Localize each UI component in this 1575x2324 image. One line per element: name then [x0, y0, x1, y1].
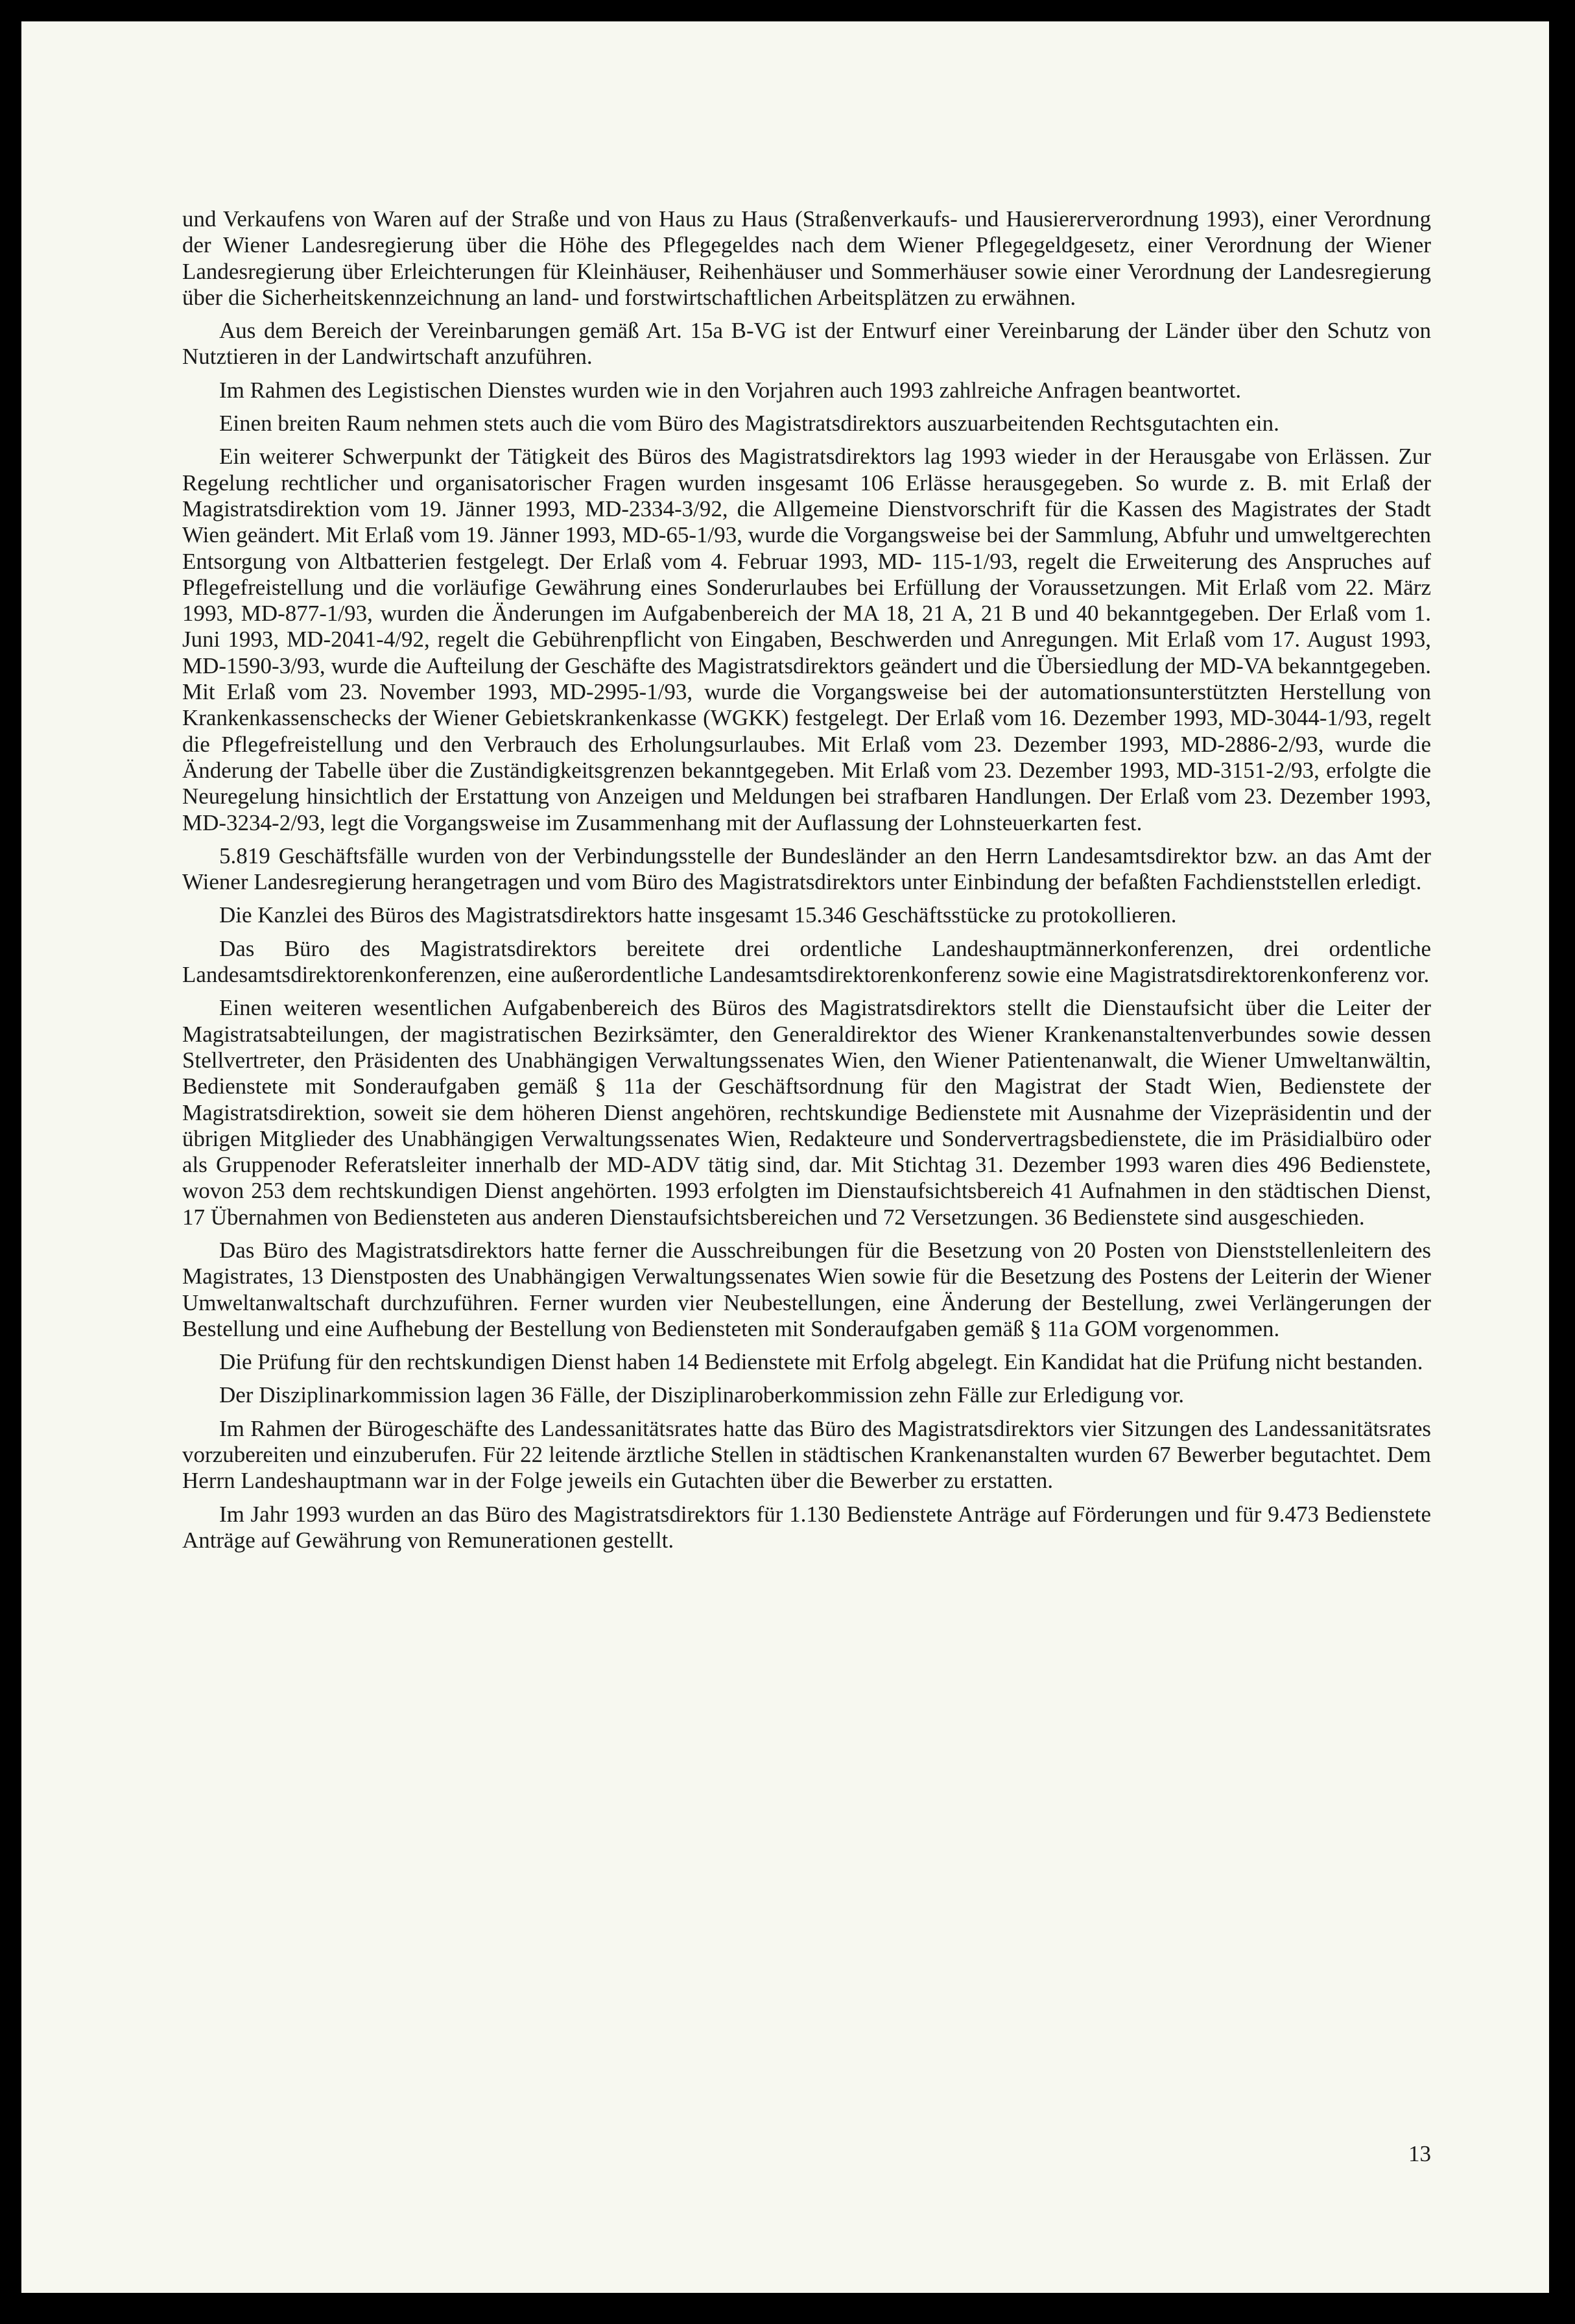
- page-number: 13: [1408, 2141, 1431, 2166]
- paragraph-9: Einen weiteren wesentlichen Aufgabenbereich des Büros des Magistratsdirektors stellt die Dienstaufsicht über die Leiter der Magistratsabteilungen, der magistratischen Bezirksämter, den Generaldirektor des Wiener Krankenanstaltenverbundes sowie dessen Stellvertreter, den Präsidenten des Unabhängigen Verwaltungssenates Wien, den Wiener Patientenanwalt, die Wiener Umweltanwältin, Bedienstete mit Sonderaufgaben gemäß § 11a der Geschäftsordnung für den Magistrat der Stadt Wien, Bedienstete der Magistratsdirektion, soweit sie dem höheren Dienst angehören, rechtskundige Bedienstete mit Ausnahme der Vizepräsidentin und der übrigen Mitglieder des Unabhängigen Verwaltungssenates Wien, Redakteure und Sondervertragsbedienstete, die im Präsidialbüro oder als Gruppenoder Referatsleiter innerhalb der MD-ADV tätig sind, dar. Mit Stichtag 31. Dezember 1993 waren dies 496 Bedienstete, wovon 253 dem rechtskundigen Dienst angehörten. 1993 erfolgten im Dienstaufsichtsbereich 41 Aufnahmen in den städtischen Dienst, 17 Übernahmen von Bediensteten aus anderen Dienstaufsichtsbereichen und 72 Versetzungen. 36 Bedienstete sind ausgeschieden.: [182, 995, 1431, 1230]
- paragraph-4: Einen breiten Raum nehmen stets auch die vom Büro des Magistratsdirektors auszuarbeitenden Rechtsgutachten ein.: [219, 411, 1279, 437]
- paragraph-7: Die Kanzlei des Büros des Magistratsdirektors hatte insgesamt 15.346 Geschäftsstücke zu protokollieren.: [219, 902, 1177, 928]
- paragraph-8: Das Büro des Magistratsdirektors bereitete drei ordentliche Landeshauptmännerkonferenzen, drei ordentliche Landesamtsdirektorenkonferenzen, eine außerordentliche Landesamtsdirektorenkonferenz sowie eine Magistratsdirektorenkonferenz vor.: [182, 935, 1431, 988]
- paragraph-13: Im Rahmen der Bürogeschäfte des Landessanitätsrates hatte das Büro des Magistratsdirektors vier Sitzungen des Landessanitätsrates vorzubereiten und einzuberufen. Für 22 leitende ärztliche Stellen in städtischen Krankenanstalten wurden 67 Bewerber begutachtet. Dem Herrn Landeshauptmann war in der Folge jeweils ein Gutachten über die Bewerber zu erstatten.: [182, 1415, 1431, 1494]
- body-text: [182, 206, 1431, 1561]
- paragraph-5: Ein weiterer Schwerpunkt der Tätigkeit des Büros des Magistratsdirektors lag 1993 wieder in der Herausgabe von Erlässen. Zur Regelung rechtlicher und organisatorischer Fragen wurden insgesamt 106 Erlässe herausgegeben. So wurde z. B. mit Erlaß der Magistratsdirektion vom 19. Jänner 1993, MD-2334-3/92, die Allgemeine Dienstvorschrift für die Kassen des Magistrates der Stadt Wien geändert. Mit Erlaß vom 19. Jänner 1993, MD-65-1/93, wurde die Vorgangsweise bei der Sammlung, Abfuhr und umweltgerechten Entsorgung von Altbatterien festgelegt. Der Erlaß vom 4. Februar 1993, MD- 115-1/93, regelt die Erweiterung des Anspruches auf Pflegefreistellung und die vorläufige Gewährung eines Sonderurlaubes bei Erfüllung der Voraussetzungen. Mit Erlaß vom 22. März 1993, MD-877-1/93, wurden die Änderungen im Aufgabenbereich der MA 18, 21 A, 21 B und 40 bekanntgegeben. Der Erlaß vom 1. Juni 1993, MD-2041-4/92, regelt die Gebührenpflicht von Eingaben, Beschwerden und Anregungen. Mit Erlaß vom 17. August 1993, MD-1590-3/93, wurde die Aufteilung der Geschäfte des Magistratsdirektors geändert und die Übersiedlung der MD-VA bekanntgegeben. Mit Erlaß vom 23. November 1993, MD-2995-1/93, wurde die Vorgangsweise bei der automationsunterstützten Herstellung von Krankenkassenschecks der Wiener Gebietskrankenkasse (WGKK) festgelegt. Der Erlaß vom 16. Dezember 1993, MD-3044-1/93, regelt die Pflegefreistellung und den Verbrauch des Erholungsurlaubes. Mit Erlaß vom 23. Dezember 1993, MD-2886-2/93, wurde die Änderung der Tabelle über die Zuständigkeitsgrenzen bekanntgegeben. Mit Erlaß vom 23. Dezember 1993, MD-3151-2/93, erfolgte die Neuregelung hinsichtlich der Erstattung von Anzeigen und Meldungen bei strafbaren Handlungen. Der Erlaß vom 23. Dezember 1993, MD-3234-2/93, legt die Vorgangsweise im Zusammenhang mit der Auflassung der Lohnsteuerkarten fest.: [182, 444, 1431, 835]
- paragraph-10: Das Büro des Magistratsdirektors hatte ferner die Ausschreibungen für die Besetzung von 20 Posten von Dienststellenleitern des Magistrates, 13 Dienstposten des Unabhängigen Verwaltungssenates Wien sowie für die Besetzung des Postens der Leiterin der Wiener Umweltanwaltschaft durchzuführen. Ferner wurden vier Neubestellungen, eine Änderung der Bestellung, zwei Verlängerungen der Bestellung und eine Aufhebung der Bestellung von Bediensteten mit Sonderaufgaben gemäß § 11a GOM vorgenommen.: [182, 1237, 1431, 1341]
- paragraph-12: Der Disziplinarkommission lagen 36 Fälle, der Disziplinaroberkommission zehn Fälle zur Erledigung vor.: [219, 1382, 1185, 1408]
- paragraph-11: Die Prüfung für den rechtskundigen Dienst haben 14 Bedienstete mit Erfolg abgelegt. Ein Kandidat hat die Prüfung nicht bestanden.: [219, 1349, 1423, 1375]
- paragraph-1: und Verkaufens von Waren auf der Straße und von Haus zu Haus (Straßenverkaufs- und Hausiererverordnung 1993), einer Verordnung der Wiener Landesregierung über die Höhe des Pflegegeldes nach dem Wiener Pflegegeldgesetz, einer Verordnung der Wiener Landesregierung über Erleichterungen für Kleinhäuser, Reihenhäuser und Sommerhäuser sowie einer Verordnung der Landesregierung über die Sicherheitskennzeichnung an land- und forstwirtschaftlichen Arbeitsplätzen zu erwähnen.: [182, 206, 1431, 310]
- paragraph-14: Im Jahr 1993 wurden an das Büro des Magistratsdirektors für 1.130 Bedienstete Anträge auf Förderungen und für 9.473 Bedienstete Anträge auf Gewährung von Remunerationen gestellt.: [182, 1501, 1431, 1553]
- page-sheet: [21, 21, 1549, 2293]
- paragraph-3: Im Rahmen des Legistischen Dienstes wurden wie in den Vorjahren auch 1993 zahlreiche Anfragen beantwortet.: [219, 377, 1242, 403]
- paragraph-2: Aus dem Bereich der Vereinbarungen gemäß Art. 15a B-VG ist der Entwurf einer Vereinbarung der Länder über den Schutz von Nutztieren in der Landwirtschaft anzuführen.: [182, 318, 1431, 370]
- paragraph-6: 5.819 Geschäftsfälle wurden von der Verbindungsstelle der Bundesländer an den Herrn Landesamtsdirektor bzw. an das Amt der Wiener Landesregierung herangetragen und vom Büro des Magistratsdirektors unter Einbindung der befaßten Fachdienststellen erledigt.: [182, 843, 1431, 895]
